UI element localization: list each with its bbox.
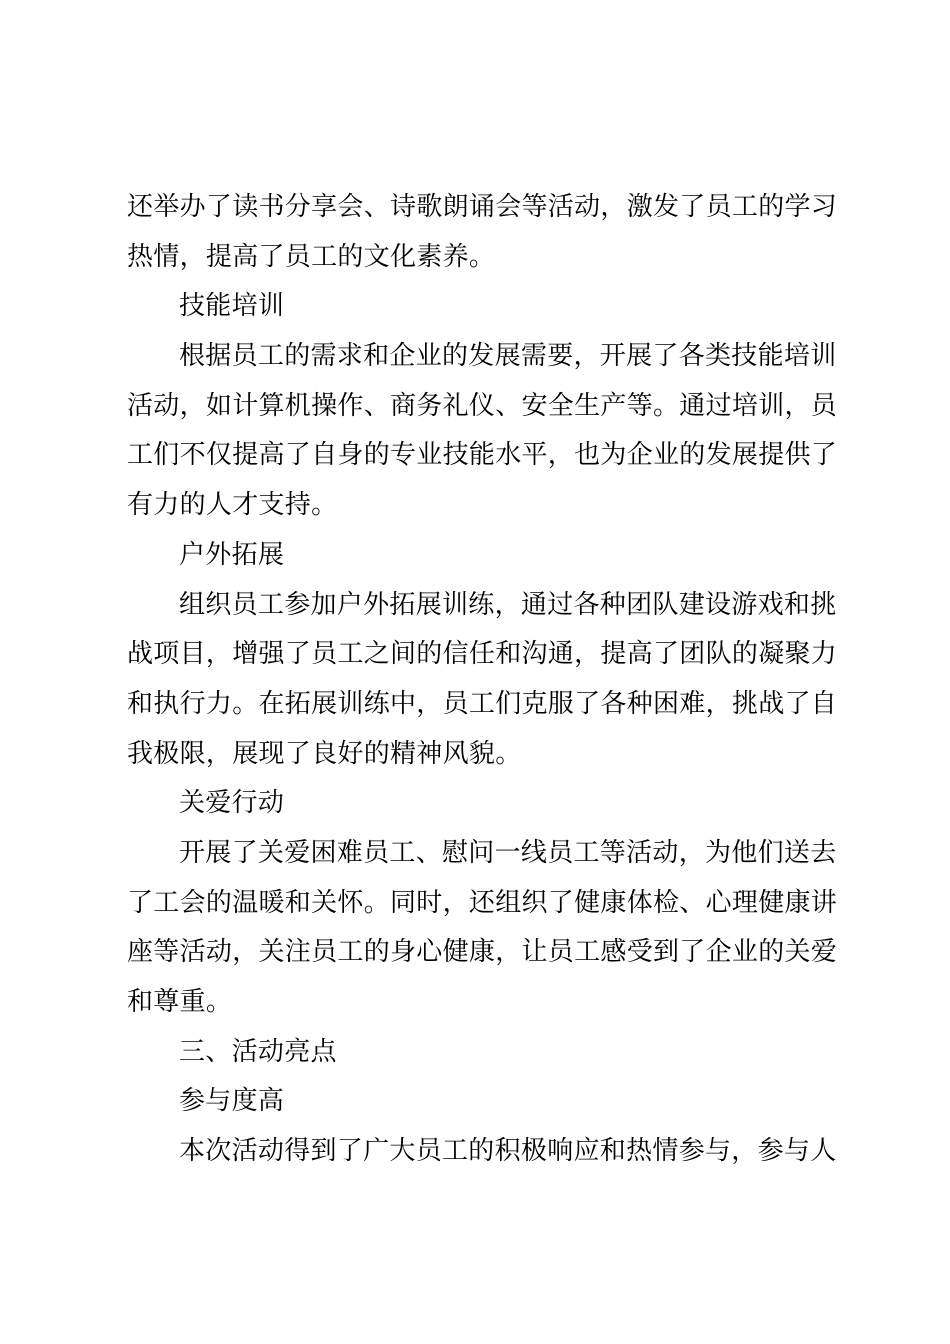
paragraph-line: 还举办了读书分享会、诗歌朗诵会等活动，激发了员工的学习 — [127, 192, 838, 222]
paragraph-line: 战项目，增强了员工之间的信任和沟通，提高了团队的凝聚力 — [127, 639, 838, 670]
paragraph-line: 了工会的温暖和关怀。同时，还组织了健康体检、心理健康讲 — [127, 887, 838, 918]
paragraph-line: 本次活动得到了广大员工的积极响应和热情参与，参与人 — [179, 1136, 837, 1167]
paragraph-line: 活动，如计算机操作、商务礼仪、安全生产等。通过培训，员 — [127, 390, 838, 421]
paragraph-line: 和执行力。在拓展训练中，员工们克服了各种困难，挑战了自 — [127, 688, 838, 719]
paragraph-line: 座等活动，关注员工的身心健康，让员工感受到了企业的关爱 — [127, 937, 838, 968]
paragraph-line: 组织员工参加户外拓展训练，通过各种团队建设游戏和挑 — [179, 589, 837, 620]
paragraph-line: 我极限，展现了良好的精神风貌。 — [127, 738, 522, 769]
chapter-heading: 三、活动亮点 — [179, 1036, 337, 1067]
paragraph-line: 开展了关爱困难员工、慰问一线员工等活动，为他们送去 — [179, 837, 837, 868]
paragraph-line: 有力的人才支持。 — [127, 490, 338, 521]
paragraph-line: 工们不仅提高了自身的专业技能水平，也为企业的发展提供了 — [127, 440, 838, 471]
paragraph-line: 热情，提高了员工的文化素养。 — [127, 241, 496, 272]
paragraph-line: 和尊重。 — [127, 987, 233, 1017]
section-heading: 关爱行动 — [179, 788, 285, 819]
document-body — [127, 183, 838, 1177]
paragraph-line: 根据员工的需求和企业的发展需要，开展了各类技能培训 — [179, 341, 837, 372]
section-heading: 参与度高 — [179, 1086, 285, 1117]
section-heading: 技能培训 — [179, 291, 285, 322]
section-heading: 户外拓展 — [179, 539, 285, 570]
